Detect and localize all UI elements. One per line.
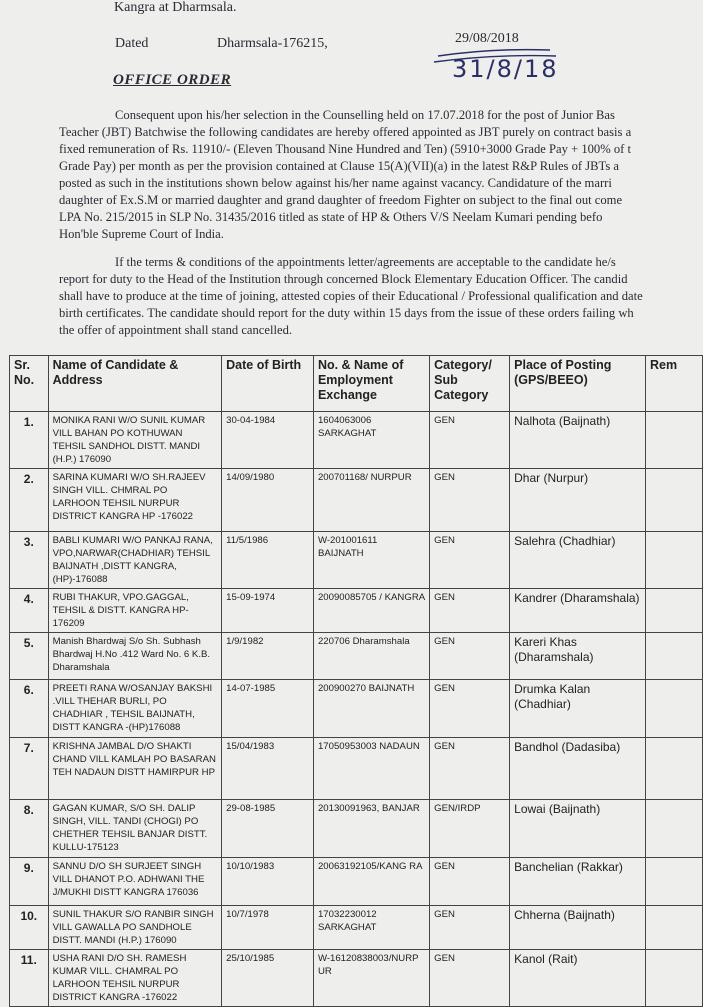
header-employment-exchange: No. & Name of Employment Exchange <box>313 356 429 412</box>
cell-category: GEN/IRDP <box>430 800 510 858</box>
cell-exchange: 200701168/ NURPUR <box>313 469 429 532</box>
cell-name-address: SARINA KUMARI W/O SH.RAJEEV SINGH VILL. CHMRAL PO LARHOON TEHSIL NURPUR DISTRICT KANGRA HP -176022 <box>48 469 222 532</box>
paragraph2-line3: shall have to produce at the time of joining, attested copies of their Educational / Professional qualification and date <box>59 289 643 303</box>
cell-sr: 3. <box>10 532 49 589</box>
paragraph2-line4: birth certificates. The candidate should report for the duty within 15 days from the issue of these orders failing wh <box>59 306 634 320</box>
cell-name-address: USHA RANI D/O SH. RAMESH KUMAR VILL. CHAMRAL PO LARHOON TEHSIL NURPUR DISTRICT KANGRA -176022 <box>48 950 222 1007</box>
candidates-table <box>9 355 703 1007</box>
cell-name-address: BABLI KUMARI W/O PANKAJ RANA, VPO,NARWAR(CHADHIAR) TEHSIL BAIJNATH ,DISTT KANGRA,(HP)-176088 <box>48 532 222 589</box>
cell-name-address: SUNIL THAKUR S/O RANBIR SINGH VILL GAWALLA PO SANDHOLE DISTT. MANDI (H.P.) 176090 <box>48 906 222 950</box>
cell-sr: 2. <box>10 469 49 532</box>
cell-name-address: KRISHNA JAMBAL D/O SHAKTI CHAND VILL KAMLAH PO BASARAN TEH NADAUN DISTT HAMIRPUR HP <box>48 738 222 800</box>
cell-sr: 7. <box>10 738 49 800</box>
page-title: OFFICE ORDER <box>113 72 232 88</box>
paragraph2-line1: If the terms & conditions of the appointments letter/agreements are acceptable to the candidate he/s <box>115 255 616 269</box>
cell-exchange: 220706 Dharamshala <box>313 633 429 680</box>
table-row <box>10 532 703 589</box>
cell-posting: Kandrer (Dharamshala) <box>510 589 646 633</box>
cell-remarks <box>646 858 703 906</box>
paragraph2-line5: the offer of appointment shall stand cancelled. <box>59 323 293 337</box>
cell-name-address: GAGAN KUMAR, S/O SH. DALIP SINGH, VILL. TANDI (CHOGI) PO CHETHER TEHSIL BANJAR DISTT. KULLU-175123 <box>48 800 222 858</box>
paragraph1-line7: LPA No. 215/2015 in SLP No. 31435/2016 titled as state of HP & Others V/S Neelam Kumari pending befo <box>59 210 603 224</box>
cell-posting: Lowai (Baijnath) <box>510 800 646 858</box>
table-row <box>10 906 703 950</box>
cell-exchange: 20063192105/KANG RA <box>313 858 429 906</box>
cell-remarks <box>646 800 703 858</box>
header-category: Category/ Sub Category <box>430 356 510 412</box>
cell-dob: 14-07-1985 <box>222 680 314 738</box>
header-sr-no: Sr. No. <box>10 356 49 412</box>
cell-dob: 29-08-1985 <box>222 800 314 858</box>
table-row <box>10 469 703 532</box>
cell-category: GEN <box>430 589 510 633</box>
cell-exchange: 17032230012 SARKAGHAT <box>313 906 429 950</box>
cell-sr: 9. <box>10 858 49 906</box>
cell-remarks <box>646 738 703 800</box>
cell-exchange: 20090085705 / KANGRA <box>313 589 429 633</box>
cell-dob: 25/10/1985 <box>222 950 314 1007</box>
header-date-of-birth: Date of Birth <box>222 356 314 412</box>
cell-name-address: Manish Bhardwaj S/o Sh. Subhash Bhardwaj H.No .412 Ward No. 6 K.B. Dharamshala <box>48 633 222 680</box>
cell-posting: Drumka Kalan (Chadhiar) <box>510 680 646 738</box>
cell-category: GEN <box>430 412 510 469</box>
table-row <box>10 800 703 858</box>
cell-sr: 1. <box>10 412 49 469</box>
cell-dob: 10/10/1983 <box>222 858 314 906</box>
paragraph1-line1: Consequent upon his/her selection in the Counselling held on 17.07.2018 for the post of Junior Bas <box>115 108 615 122</box>
cell-posting: Kanol (Rait) <box>510 950 646 1007</box>
cell-category: GEN <box>430 633 510 680</box>
table-row <box>10 633 703 680</box>
cell-exchange: W-16120838003/NURP UR <box>313 950 429 1007</box>
cell-remarks <box>646 906 703 950</box>
cell-dob: 10/7/1978 <box>222 906 314 950</box>
cell-category: GEN <box>430 858 510 906</box>
cell-remarks <box>646 532 703 589</box>
table-header-row <box>10 356 703 412</box>
cell-posting: Nalhota (Baijnath) <box>510 412 646 469</box>
cell-remarks <box>646 950 703 1007</box>
cell-name-address: RUBI THAKUR, VPO.GAGGAL, TEHSIL & DISTT. KANGRA HP-176209 <box>48 589 222 633</box>
location: Dharmsala-176215, <box>217 36 328 51</box>
cell-remarks <box>646 680 703 738</box>
header-place-of-posting: Place of Posting (GPS/BEEO) <box>510 356 646 412</box>
cell-dob: 15/04/1983 <box>222 738 314 800</box>
paragraph1-line3: fixed remuneration of Rs. 11910/- (Eleven Thousand Nine Hundred and Ten) (5910+3000 Grade Pay + 100% of t <box>59 142 631 156</box>
table-row <box>10 858 703 906</box>
cell-sr: 5. <box>10 633 49 680</box>
cell-name-address: MONIKA RANI W/O SUNIL KUMAR VILL BAHAN PO KOTHUWAN TEHSIL SANDHOL DISTT. MANDI (H.P.) 176090 <box>48 412 222 469</box>
cell-category: GEN <box>430 680 510 738</box>
cell-dob: 15-09-1974 <box>222 589 314 633</box>
table-row <box>10 680 703 738</box>
cell-sr: 11. <box>10 950 49 1007</box>
table-row <box>10 589 703 633</box>
paragraph2-line2: report for duty to the Head of the Institution through concerned Block Elementary Education Officer. The candid <box>59 272 628 286</box>
cell-dob: 1/9/1982 <box>222 633 314 680</box>
cell-dob: 11/5/1986 <box>222 532 314 589</box>
cell-exchange: 200900270 BAIJNATH <box>313 680 429 738</box>
cell-remarks <box>646 412 703 469</box>
cell-posting: Chherna (Baijnath) <box>510 906 646 950</box>
place-line: Kangra at Dharmsala. <box>114 0 237 15</box>
table-row <box>10 738 703 800</box>
dated-label: Dated <box>115 36 149 51</box>
cell-exchange: 1604063006 SARKAGHAT <box>313 412 429 469</box>
cell-posting: Kareri Khas (Dharamshala) <box>510 633 646 680</box>
cell-category: GEN <box>430 738 510 800</box>
cell-remarks <box>646 589 703 633</box>
cell-dob: 30-04-1984 <box>222 412 314 469</box>
cell-remarks <box>646 469 703 532</box>
cell-category: GEN <box>430 532 510 589</box>
cell-name-address: SANNU D/O SH SURJEET SINGH VILL DHANOT P.O. ADHWANI THE J/MUKHI DISTT KANGRA 176036 <box>48 858 222 906</box>
cell-name-address: PREETI RANA W/OSANJAY BAKSHI .VILL THEHAR BURLI, PO CHADHIAR , TEHSIL BAIJNATH, DISTT KANGRA -(HP)176088 <box>48 680 222 738</box>
paragraph1-line8: Hon'ble Supreme Court of India. <box>59 227 224 241</box>
cell-posting: Dhar (Nurpur) <box>510 469 646 532</box>
paragraph1-line6: daughter of Ex.S.M or married daughter and grand daughter of freedom Fighter on subject to the final out come <box>59 193 623 207</box>
cell-exchange: 20130091963, BANJAR <box>313 800 429 858</box>
header-remarks: Rem <box>646 356 703 412</box>
cell-sr: 8. <box>10 800 49 858</box>
cell-sr: 10. <box>10 906 49 950</box>
paragraph1-line5: posted as such in the institutions shown below against his/her name against vacancy. Candidature of the marri <box>59 176 612 190</box>
cell-posting: Salehra (Chadhiar) <box>510 532 646 589</box>
cell-posting: Bandhol (Dadasiba) <box>510 738 646 800</box>
cell-remarks <box>646 633 703 680</box>
cell-exchange: 17050953003 NADAUN <box>313 738 429 800</box>
cell-sr: 4. <box>10 589 49 633</box>
paragraph1-line4: Grade Pay) per month as per the provision contained at Clause 15(A)(VII)(a) in the latest R&P Rules of JBTs a <box>59 159 619 173</box>
table-row <box>10 412 703 469</box>
cell-category: GEN <box>430 469 510 532</box>
cell-category: GEN <box>430 950 510 1007</box>
cell-exchange: W-201001611 BAIJNATH <box>313 532 429 589</box>
header-name-address: Name of Candidate & Address <box>48 356 222 412</box>
cell-posting: Banchelian (Rakkar) <box>510 858 646 906</box>
paragraph1-line2: Teacher (JBT) Batchwise the following candidates are hereby offered appointed as JBT purely on contract basis a <box>59 125 632 139</box>
cell-sr: 6. <box>10 680 49 738</box>
cell-category: GEN <box>430 906 510 950</box>
cell-dob: 14/09/1980 <box>222 469 314 532</box>
order-date: 29/08/2018 <box>455 31 519 46</box>
table-row <box>10 950 703 1007</box>
handwritten-date: 31/8/18 <box>452 55 559 83</box>
